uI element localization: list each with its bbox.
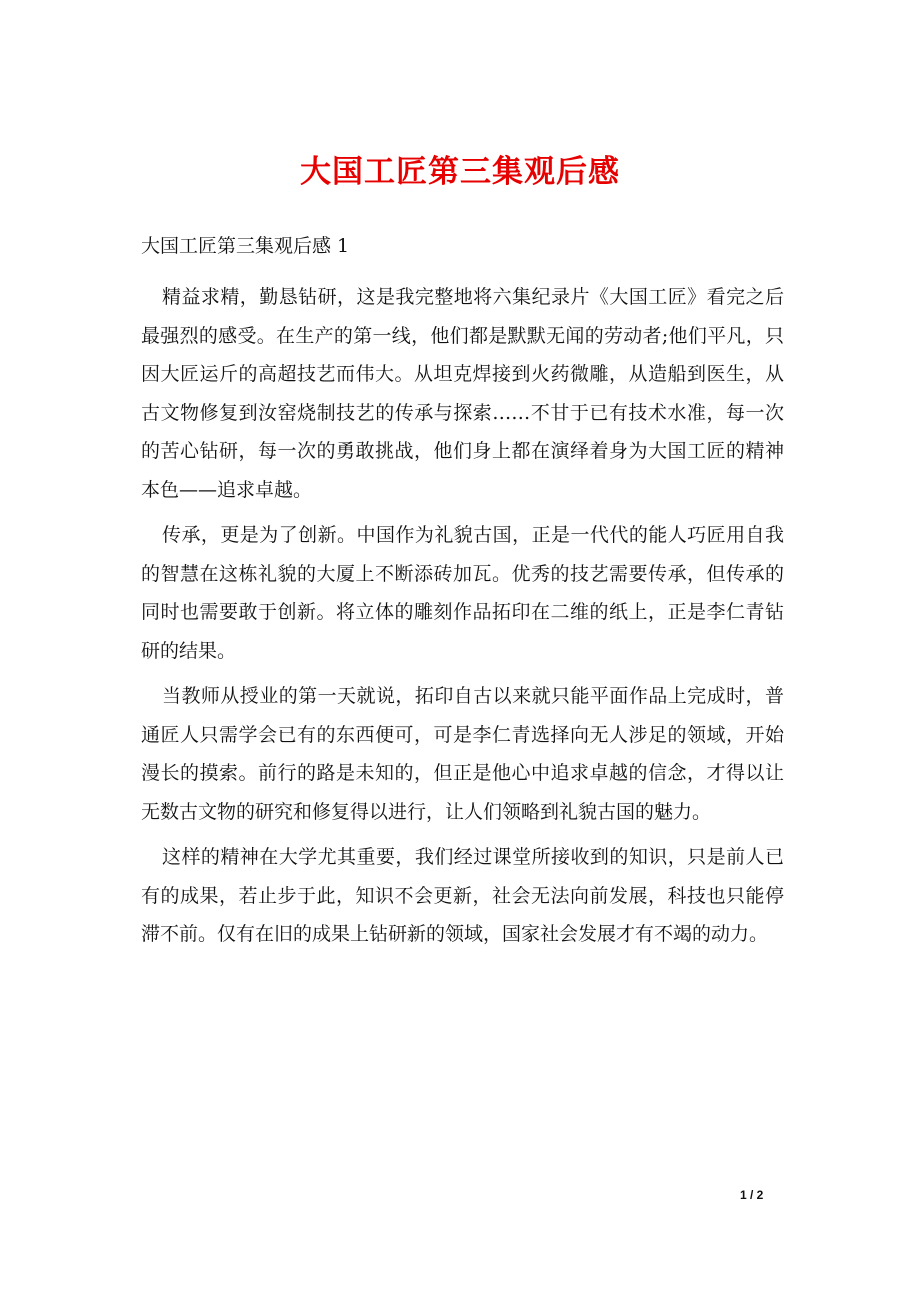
page-number: 1 / 2: [740, 1188, 764, 1202]
paragraph: 当教师从授业的第一天就说，拓印自古以来就只能平面作品上完成时，普通匠人只需学会已有的东西便可，可是李仁青选择向无人涉足的领域，开始漫长的摸索。前行的路是未知的，但正是他心中追求卓越的信念，才得以让无数古文物的研究和修复得以进行，让人们领略到礼貌古国的魅力。: [141, 685, 784, 823]
document-body: [141, 278, 784, 961]
paragraph: 精益求精，勤恳钻研，这是我完整地将六集纪录片《大国工匠》看完之后最强烈的感受。在生产的第一线，他们都是默默无闻的劳动者;他们平凡，只因大匠运斤的高超技艺而伟大。从坦克焊接到火药微雕，从造船到医生，从古文物修复到汝窑烧制技艺的传承与探索……不甘于已有技术水准，每一次的苦心钻研，每一次的勇敢挑战，他们身上都在演绎着身为大国工匠的精神本色——追求卓越。: [141, 286, 784, 501]
document-subtitle: 大国工匠第三集观后感 1: [141, 235, 350, 257]
paragraph: 传承，更是为了创新。中国作为礼貌古国，正是一代代的能人巧匠用自我的智慧在这栋礼貌的大厦上不断添砖加瓦。优秀的技艺需要传承，但传承的同时也需要敢于创新。将立体的雕刻作品拓印在二维的纸上，正是李仁青钻研的结果。: [141, 524, 784, 662]
paragraph: 这样的精神在大学尤其重要，我们经过课堂所接收到的知识，只是前人已有的成果，若止步于此，知识不会更新，社会无法向前发展，科技也只能停滞不前。仅有在旧的成果上钻研新的领域，国家社会发展才有不竭的动力。: [141, 846, 784, 945]
document-title: 大国工匠第三集观后感: [300, 154, 620, 190]
